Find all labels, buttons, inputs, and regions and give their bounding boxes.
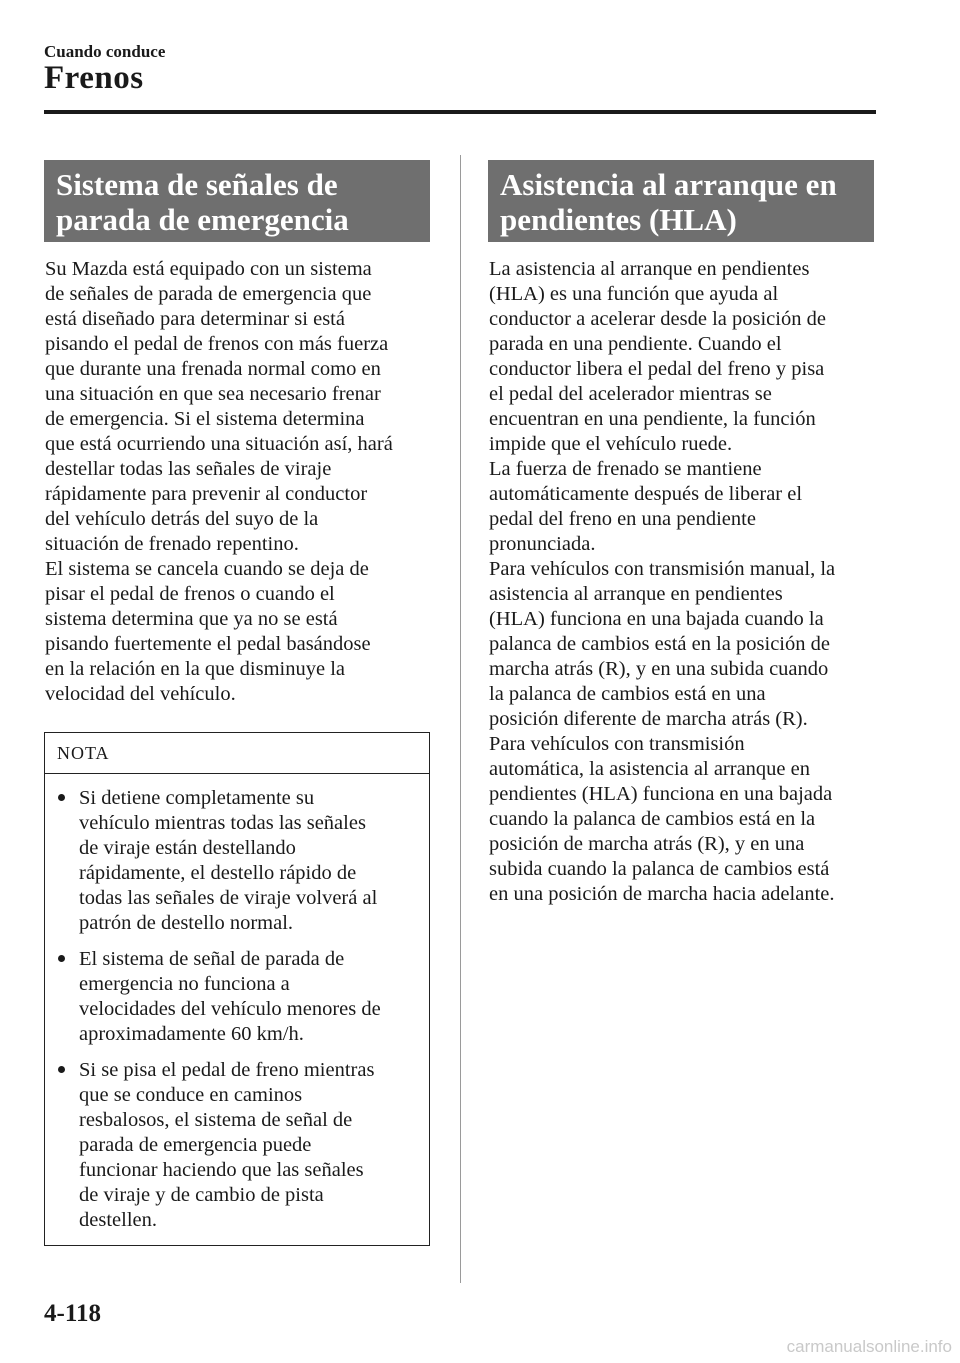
text-line: impide que el vehículo ruede. — [489, 433, 733, 455]
text-line: que está ocurriendo una situación así, hará — [45, 433, 393, 455]
note-title: NOTA — [45, 733, 429, 774]
text-line: vehículo mientras todas las señales — [79, 812, 366, 834]
text-line: está diseñado para determinar si está — [45, 308, 345, 330]
text-line: Su Mazda está equipado con un sistema — [45, 258, 372, 280]
text-line: La asistencia al arranque en pendientes — [489, 258, 810, 280]
text-line: en una posición de marcha hacia adelante. — [489, 883, 835, 905]
text-line: Para vehículos con transmisión — [489, 733, 745, 755]
text-line: velocidades del vehículo menores de — [79, 998, 381, 1020]
bullet-icon — [58, 1066, 65, 1073]
text-line: de viraje están destellando — [79, 837, 296, 859]
text-line: la palanca de cambios está en una — [489, 683, 766, 705]
text-line: sistema determina que ya no se está — [45, 608, 338, 630]
text-line: El sistema se cancela cuando se deja de — [45, 558, 369, 580]
text-line: Para vehículos con transmisión manual, la — [489, 558, 836, 580]
text-line: emergencia no funciona a — [79, 973, 290, 995]
text-line: automáticamente después de liberar el — [489, 483, 803, 505]
text-line: situación de frenado repentino. — [45, 533, 299, 555]
text-line: todas las señales de viraje volverá al — [79, 887, 378, 909]
text-line: Si detiene completamente su — [79, 787, 315, 809]
text-line: pronunciada. — [489, 533, 596, 555]
text-line: pendientes (HLA) funciona en una bajada — [489, 783, 833, 805]
text-line: patrón de destello normal. — [79, 912, 294, 934]
note-item — [57, 786, 419, 936]
left-column — [44, 160, 430, 1246]
text-line: en la relación en la que disminuye la — [45, 658, 345, 680]
note-item — [57, 947, 419, 1047]
note-item — [57, 1058, 419, 1233]
text-line: cuando la palanca de cambios está en la — [489, 808, 816, 830]
text-line: conductor a acelerar desde la posición de — [489, 308, 826, 330]
heading-line: Sistema de señales de — [56, 167, 338, 202]
page-number: 4-118 — [44, 1300, 101, 1327]
right-column — [488, 160, 874, 907]
text-line: posición de marcha atrás (R), y en una — [489, 833, 805, 855]
text-line: pisar el pedal de frenos o cuando el — [45, 583, 335, 605]
text-line: La fuerza de frenado se mantiene — [489, 458, 762, 480]
heading-emergency-stop-signal — [44, 160, 430, 242]
text-line: palanca de cambios está en la posición de — [489, 633, 830, 655]
text-line: automática, la asistencia al arranque en — [489, 758, 811, 780]
text-line: Si se pisa el pedal de freno mientras — [79, 1059, 375, 1081]
text-line: pisando fuertemente el pedal basándose — [45, 633, 371, 655]
text-line: que durante una frenada normal como en — [45, 358, 381, 380]
text-line: parada de emergencia puede — [79, 1134, 312, 1156]
text-line: pedal del freno en una pendiente — [489, 508, 756, 530]
text-line: El sistema de señal de parada de — [79, 948, 345, 970]
text-line: una situación en que sea necesario frenar — [45, 383, 381, 405]
bullet-icon — [58, 955, 65, 962]
heading-line: Asistencia al arranque en — [500, 167, 837, 202]
watermark: carmanualsonline.info — [786, 1337, 952, 1356]
text-line: de emergencia. Si el sistema determina — [45, 408, 365, 430]
text-line: del vehículo detrás del suyo de la — [45, 508, 319, 530]
text-line: rápidamente para prevenir al conductor — [45, 483, 368, 505]
bullet-icon — [58, 794, 65, 801]
heading-line: parada de emergencia — [56, 202, 349, 237]
text-line: pisando el pedal de frenos con más fuerza — [45, 333, 389, 355]
text-line: de señales de parada de emergencia que — [45, 283, 372, 305]
text-line: parada en una pendiente. Cuando el — [489, 333, 782, 355]
note-list — [45, 774, 429, 1245]
text-line: el pedal del acelerador mientras se — [489, 383, 772, 405]
section-title: Frenos — [44, 60, 144, 96]
text-line: aproximadamente 60 km/h. — [79, 1023, 304, 1045]
text-line: destellen. — [79, 1209, 157, 1231]
text-line: velocidad del vehículo. — [45, 683, 236, 705]
text-line: destellar todas las señales de viraje — [45, 458, 332, 480]
section-kicker: Cuando conduce — [44, 42, 166, 61]
heading-line: pendientes (HLA) — [500, 202, 737, 237]
column-divider — [460, 155, 461, 1283]
text-line: que se conduce en caminos — [79, 1084, 303, 1106]
text-line: (HLA) es una función que ayuda al — [489, 283, 779, 305]
text-line: encuentran en una pendiente, la función — [489, 408, 816, 430]
note-box — [44, 732, 430, 1246]
heading-hill-launch-assist — [488, 160, 874, 242]
text-line: rápidamente, el destello rápido de — [79, 862, 357, 884]
text-line: asistencia al arranque en pendientes — [489, 583, 783, 605]
text-line: subida cuando la palanca de cambios está — [489, 858, 830, 880]
text-line: conductor libera el pedal del freno y pisa — [489, 358, 825, 380]
body-paragraph — [488, 257, 874, 907]
text-line: (HLA) funciona en una bajada cuando la — [489, 608, 824, 630]
body-paragraph — [44, 257, 430, 707]
text-line: funcionar haciendo que las señales — [79, 1159, 364, 1181]
text-line: de viraje y de cambio de pista — [79, 1184, 324, 1206]
text-line: posición diferente de marcha atrás (R). — [489, 708, 808, 730]
text-line: marcha atrás (R), y en una subida cuando — [489, 658, 829, 680]
header-rule — [44, 110, 876, 114]
text-line: resbalosos, el sistema de señal de — [79, 1109, 353, 1131]
